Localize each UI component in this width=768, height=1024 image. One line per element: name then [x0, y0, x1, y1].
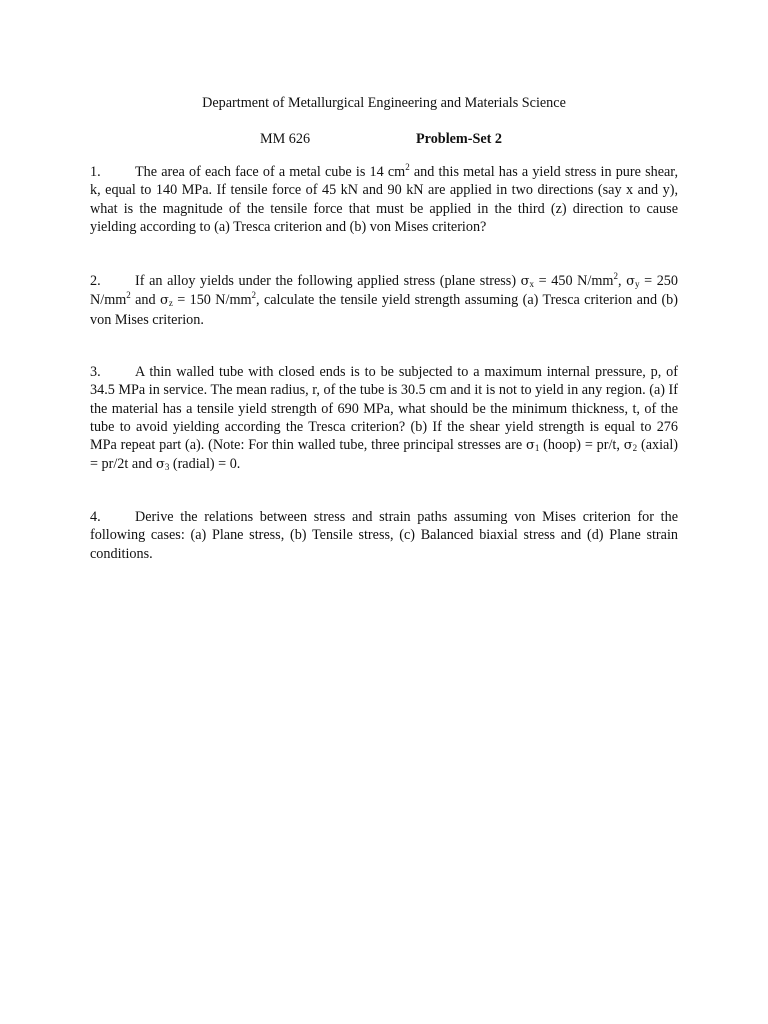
problem-3-text-c: (axial) = pr/2t and: [90, 437, 678, 473]
problem-set-title: Problem-Set 2: [416, 131, 503, 147]
problem-2-text-f: = 150 N/mm: [172, 292, 252, 309]
problem-3-number: 3.: [90, 364, 101, 380]
sigma-3-subscript: 3: [164, 462, 170, 473]
sigma-2-subscript: 2: [632, 443, 638, 454]
problem-3-text-d: (radial) = 0.: [169, 456, 241, 473]
problem-3: [90, 363, 678, 475]
sigma-y-subscript: y: [634, 279, 640, 289]
problem-2-text-d: = 250 N/mm: [90, 273, 678, 309]
sigma-y-symbol: σ: [626, 274, 635, 289]
problem-2-number: 2.: [90, 273, 101, 289]
problem-2-superscript-3: 2: [251, 290, 257, 301]
course-code: MM 626: [260, 131, 311, 147]
problem-2-superscript-2: 2: [126, 290, 131, 301]
problem-1-superscript: 2: [405, 162, 410, 172]
department-heading: Department of Metallurgical Engineering and Materials Science: [202, 95, 566, 111]
problem-1-text-b: and this metal has a yield stress in pure shear, k, equal to 140 MPa. If tensile force of 45 kN and 90 kN are applied in two directions (say x and y), what is the magnitude of the tensile force that must be applied in the third (z) direction to cause yielding according to (a) Tresca criterion and (b) von Mises criterion?: [90, 164, 678, 235]
sigma-z-subscript: z: [168, 298, 173, 309]
problem-2-text-b: = 450 N/mm: [534, 273, 614, 289]
problem-2-superscript-1: 2: [613, 271, 618, 281]
problem-2-text-g: , calculate the tensile yield strength assuming (a) Tresca criterion and (b) von Mises criterion.: [90, 292, 678, 328]
problem-1: [90, 163, 678, 236]
sigma-z-symbol: σ: [160, 293, 169, 309]
problem-1-number: 1.: [90, 164, 101, 180]
problem-4-text: Derive the relations between stress and strain paths assuming von Mises criterion for the following cases: (a) Plane stress, (b) Tensile stress, (c) Balanced biaxial stress and (d) Plane strain conditions.: [90, 509, 678, 562]
sigma-x-symbol: σ: [520, 274, 530, 289]
problem-2: [90, 272, 678, 329]
sigma-3-symbol: σ: [155, 457, 165, 473]
sigma-2-symbol: σ: [623, 438, 633, 454]
problem-2-text-e: and: [130, 292, 160, 309]
problem-1-text-a: The area of each face of a metal cube is 14 cm: [135, 164, 406, 180]
problem-4-number: 4.: [90, 509, 101, 525]
problem-2-text-c: ,: [617, 273, 627, 289]
problem-3-text-b: (hoop) = pr/t,: [539, 437, 624, 454]
problem-4: [90, 508, 678, 563]
sigma-1-symbol: σ: [525, 438, 535, 454]
problem-3-text-a: A thin walled tube with closed ends is to be subjected to a maximum internal pressure, p, of 34.5 MPa in service. The mean radius, r, of the tube is 30.5 cm and it is not to yield in any region. (a) If the material has a tensile yield strength of 690 MPa, what should be the minimum thickness, t, of the tube to avoid yielding according the Tresca criterion? (b) If the shear yield strength is equal to 276 MPa repeat part (a). (Note: For thin walled tube, three principal stresses are: [90, 364, 678, 454]
sigma-1-subscript: 1: [534, 443, 540, 454]
sigma-x-subscript: x: [529, 279, 535, 289]
problem-2-text-a: If an alloy yields under the following applied stress (plane stress): [135, 273, 521, 289]
